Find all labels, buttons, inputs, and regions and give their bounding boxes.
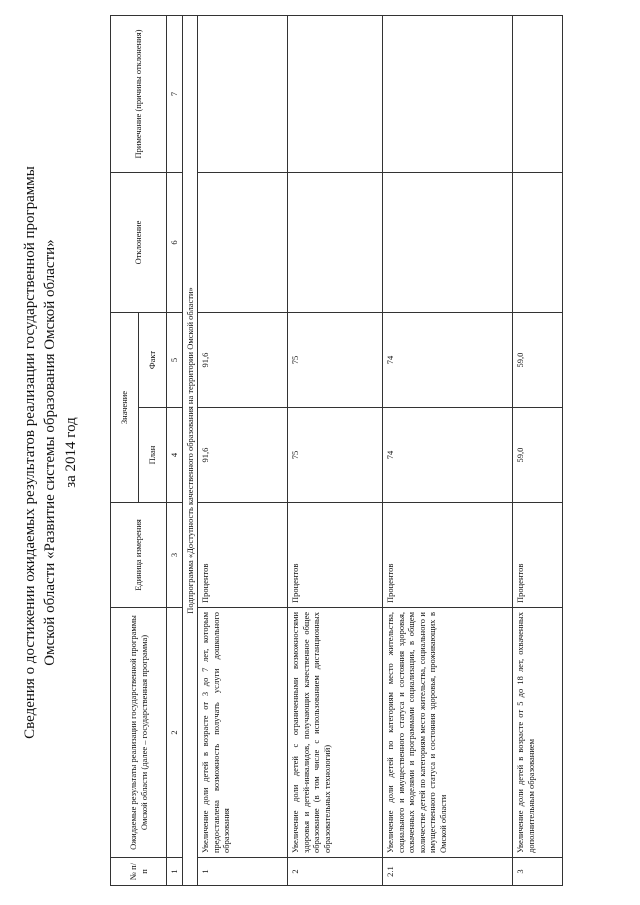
table-row	[383, 15, 513, 885]
row-note	[198, 15, 288, 172]
row-deviation	[383, 172, 513, 312]
row-fact: 91,6	[198, 312, 288, 407]
header-deviation: Отклонение	[111, 172, 167, 312]
row-deviation	[198, 172, 288, 312]
row-result: Увеличение доли детей в возрасте от 5 до 18 лет, охваченных дополнительным образованием	[513, 608, 563, 858]
rotated-sheet	[20, 15, 610, 890]
header-note: Примечание (причины отклонения)	[111, 15, 167, 172]
column-number: 6	[167, 172, 183, 312]
row-result: Увеличение доли детей по категориям место жительства, социального и имущественного статуса и состояния здоровья, охваченных моделями и программами социализации, в общем количестве детей по категориям место жительства, социального и имущественного статуса и состояния здоровья, проживающих в Омской области	[383, 608, 513, 858]
subprogram-title: Подпрограмма «Доступность качественного образования на территории Омской области»	[182, 15, 198, 885]
table-row	[288, 15, 383, 885]
row-unit: Процентов	[383, 503, 513, 608]
table-row	[513, 15, 563, 885]
row-num: 2.1	[383, 858, 513, 886]
row-plan: 59,0	[513, 408, 563, 503]
row-unit: Процентов	[288, 503, 383, 608]
report-title-line-3: за 2014 год	[63, 417, 79, 488]
row-num: 1	[198, 858, 288, 886]
header-result: Ожидаемые результаты реализации государственной программы Омской области (далее – государственная программа)	[111, 608, 167, 858]
subprogram-row	[182, 15, 198, 885]
column-number: 3	[167, 503, 183, 608]
header-fact: Факт	[139, 312, 167, 407]
header-row-1	[111, 15, 139, 885]
report-title-line-1: Сведения о достижении ожидаемых результатов реализации государственной программы	[22, 166, 38, 739]
header-value: Значение	[111, 312, 139, 502]
column-number-row	[167, 15, 183, 885]
row-plan: 91,6	[198, 408, 288, 503]
row-deviation	[288, 172, 383, 312]
row-fact: 59,0	[513, 312, 563, 407]
report-title-line-2: Омской области «Развитие системы образования Омской области»	[42, 239, 58, 666]
row-unit: Процентов	[513, 503, 563, 608]
row-num: 3	[513, 858, 563, 886]
header-num: № п/п	[111, 858, 167, 886]
row-deviation	[513, 172, 563, 312]
column-number: 7	[167, 15, 183, 172]
row-fact: 74	[383, 312, 513, 407]
row-fact: 75	[288, 312, 383, 407]
row-plan: 75	[288, 408, 383, 503]
column-number: 2	[167, 608, 183, 858]
header-unit: Единица измерения	[111, 503, 167, 608]
header-plan: План	[139, 408, 167, 503]
row-result: Увеличение доли детей в возрасте от 3 до 7 лет, которым предоставлена возможность получать услуги дошкольного образования	[198, 608, 288, 858]
column-number: 1	[167, 858, 183, 886]
row-num: 2	[288, 858, 383, 886]
results-table	[110, 15, 563, 886]
column-number: 4	[167, 408, 183, 503]
row-result: Увеличение доли детей с ограниченными возможностями здоровья и детей-инвалидов, получающих качественное общее образование (в том числе с использованием дистанционных образовательных технологий)	[288, 608, 383, 858]
row-note	[383, 15, 513, 172]
row-unit: Процентов	[198, 503, 288, 608]
table-row	[198, 15, 288, 885]
column-number: 5	[167, 312, 183, 407]
row-note	[513, 15, 563, 172]
row-plan: 74	[383, 408, 513, 503]
row-note	[288, 15, 383, 172]
